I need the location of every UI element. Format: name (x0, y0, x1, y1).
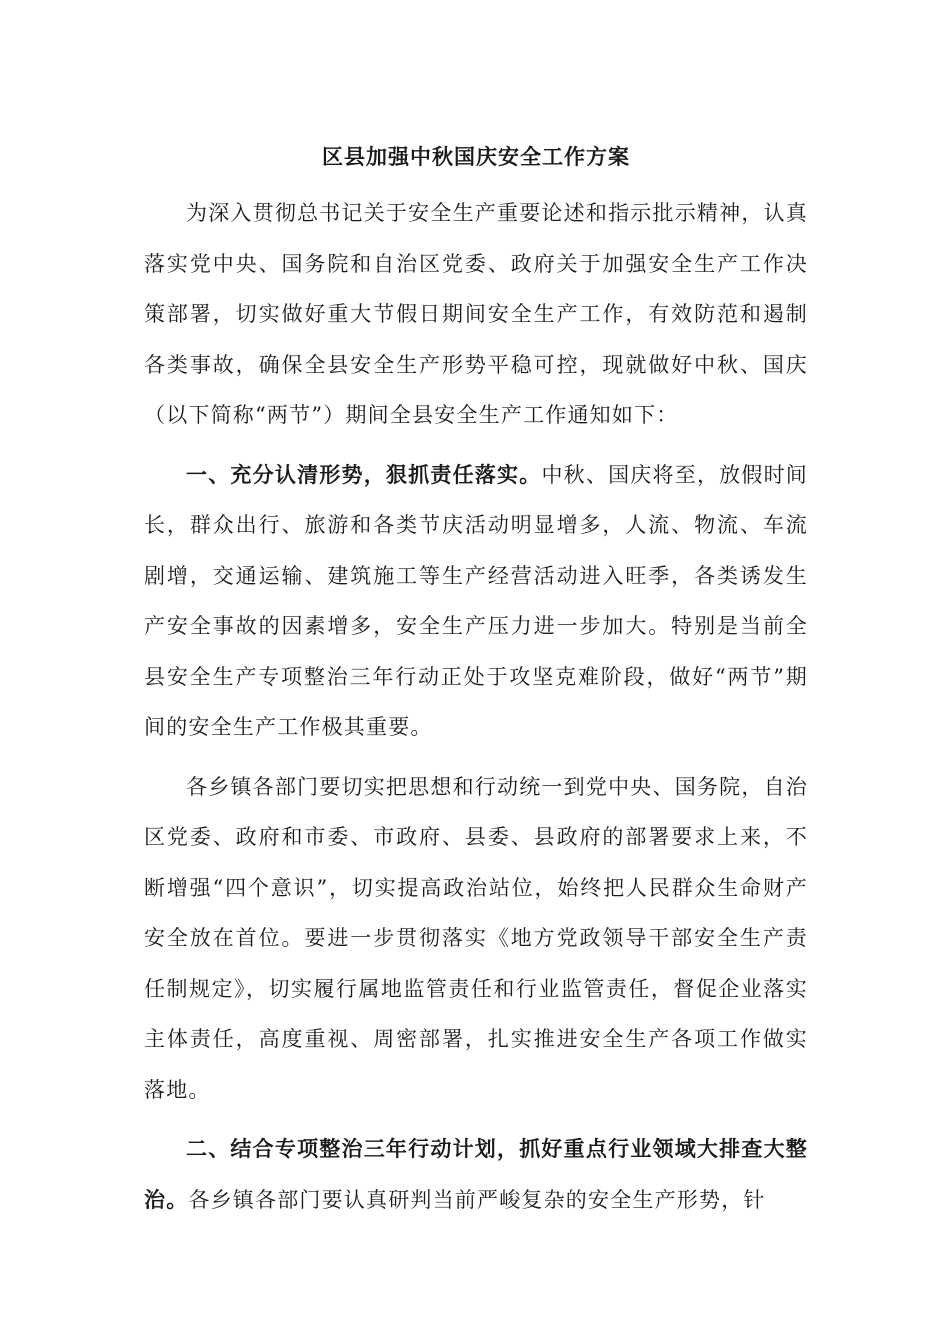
paragraph-text: 各乡镇各部门要切实把思想和行动统一到党中央、国务院，自治区党委、政府和市委、市政府、县委、县政府的部署要求上来，不断增强“四个意识”，切实提高政治站位，始终把人民群众生命财产安全放在首位。要进一步贯彻落实《地方党政领导干部安全生产责任制规定》，切实履行属地监管责任和行业监管责任，督促企业落实主体责任，高度重视、周密部署，扎实推进安全生产各项工作做实落地。 (144, 774, 808, 1102)
paragraph-section-2 (144, 1124, 808, 1225)
paragraph-section-1 (144, 450, 808, 753)
paragraph-text: 各乡镇各部门要认真研判当前严峻复杂的安全生产形势，针 (188, 1187, 766, 1212)
paragraph-text: 中秋、国庆将至，放假时间长，群众出行、旅游和各类节庆活动明显增多，人流、物流、车流剧增，交通运输、建筑施工等生产经营活动进入旺季，各类诱发生产安全事故的因素增多，安全生产压力进一步加大。特别是当前全县安全生产专项整治三年行动正处于攻坚克难阶段，做好“两节”期间的安全生产工作极其重要。 (144, 462, 808, 739)
paragraph-section-1-detail (144, 762, 808, 1116)
paragraph-intro (144, 188, 808, 441)
document-title: 区县加强中秋国庆安全工作方案 (322, 144, 630, 169)
section-heading: 二、结合专项整治三年行动计划，抓好重点行业领域大排查大整治。 (144, 1136, 808, 1212)
document-page (144, 140, 808, 1225)
section-heading: 一、充分认清形势，狠抓责任落实。 (186, 461, 542, 487)
paragraph-text: 为深入贯彻总书记关于安全生产重要论述和指示批示精神，认真落实党中央、国务院和自治区党委、政府关于加强安全生产工作决策部署，切实做好重大节假日期间安全生产工作，有效防范和遏制各类事故，确保全县安全生产形势平稳可控，现就做好中秋、国庆（以下简称“两节”）期间全县安全生产工作通知如下： (144, 201, 808, 427)
